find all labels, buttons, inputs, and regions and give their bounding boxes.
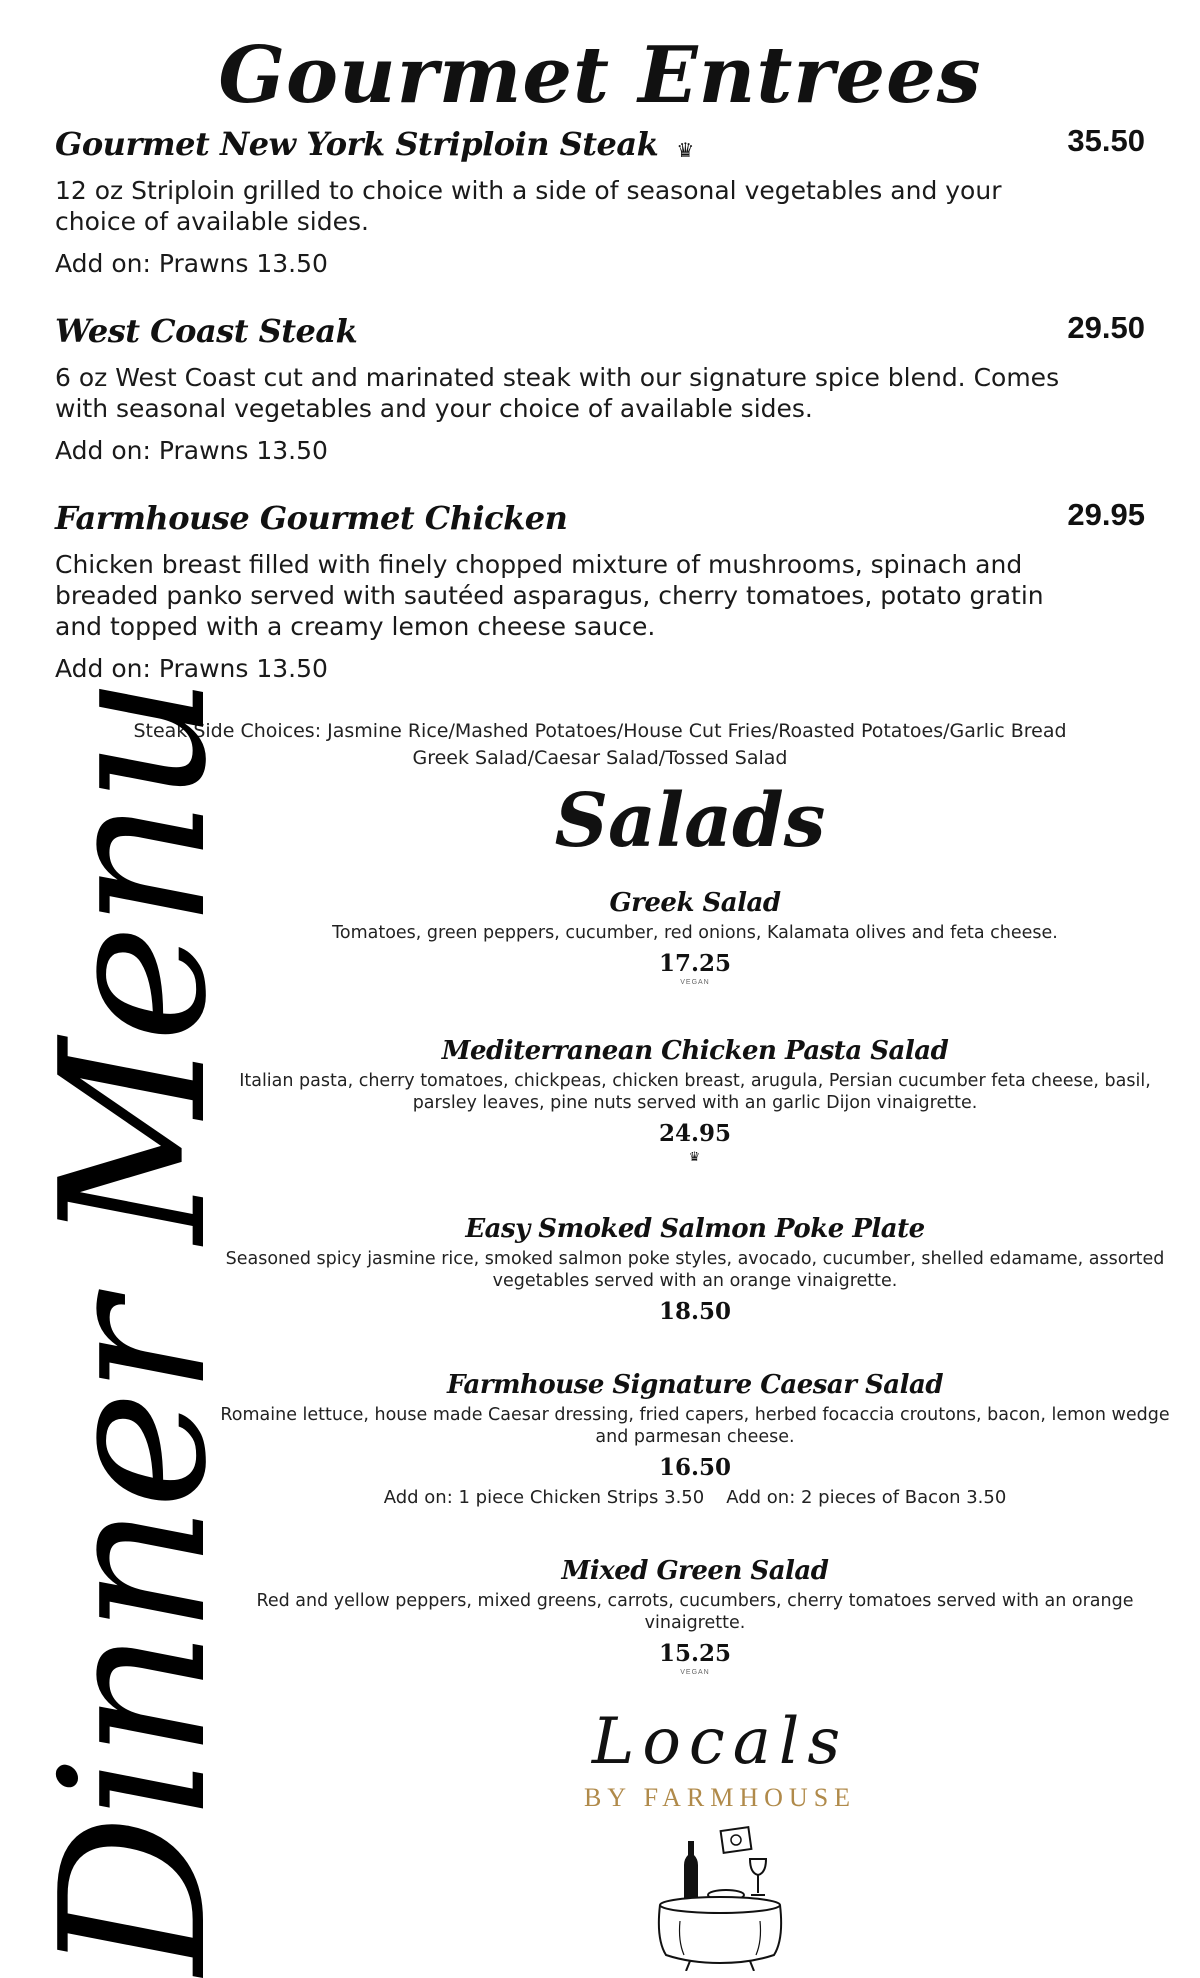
salad-price: 15.25 — [658, 1640, 732, 1667]
salad-description: Seasoned spicy jasmine rice, smoked salmon poke styles, avocado, cucumber, shelled edamame, assorted vegetables served with an orange vinaigrette. — [225, 1249, 1165, 1291]
entree-description: 6 oz West Coast cut and marinated steak with our signature spice blend. Comes with seasonal vegetables and your choice of available sides. — [55, 363, 1060, 423]
crown-icon: ♛ — [676, 140, 695, 163]
logo-name: Locals — [591, 1705, 849, 1779]
vegan-mark: VEGAN — [680, 979, 710, 986]
entree-item — [55, 312, 1145, 465]
salad-description: Italian pasta, cherry tomatoes, chickpeas, chicken breast, arugula, Persian cucumber feta cheese, basil, parsley leaves, pine nuts served with an garlic Dijon vinaigrette. — [239, 1071, 1151, 1113]
salad-name: Easy Smoked Salmon Poke Plate — [465, 1214, 925, 1244]
entree-description: Chicken breast filled with finely chopped mixture of mushrooms, spinach and breaded panko served with sautéed asparagus, cherry tomatoes, potato gratin and topped with a creamy lemon cheese sauce. — [55, 550, 1044, 641]
salad-name: Farmhouse Signature Caesar Salad — [446, 1370, 944, 1400]
entree-name: West Coast Steak — [55, 312, 358, 350]
entree-addon: Add on: Prawns 13.50 — [55, 249, 328, 278]
salad-item — [220, 1370, 1170, 1508]
entree-description: 12 oz Striploin grilled to choice with a side of seasonal vegetables and your choice of available sides. — [55, 176, 1002, 236]
salad-description: Romaine lettuce, house made Caesar dressing, fried capers, herbed focaccia croutons, bacon, lemon wedge and parmesan cheese. — [220, 1405, 1170, 1447]
restaurant-logo — [540, 1705, 900, 1976]
entree-name: Farmhouse Gourmet Chicken — [55, 499, 568, 537]
salad-item — [220, 1214, 1170, 1325]
side-choices-line: Greek Salad/Caesar Salad/Tossed Salad — [412, 747, 788, 769]
crown-icon: ♛ — [688, 1149, 702, 1164]
salad-description: Tomatoes, green peppers, cucumber, red onions, Kalamata olives and feta cheese. — [332, 923, 1058, 943]
salad-name: Mixed Green Salad — [561, 1556, 829, 1586]
salad-item — [220, 1556, 1170, 1676]
salad-name: Mediterranean Chicken Pasta Salad — [441, 1036, 949, 1066]
salad-description: Red and yellow peppers, mixed greens, carrots, cucumbers, cherry tomatoes served with an orange vinaigrette. — [256, 1591, 1134, 1633]
entrees-title: Gourmet Entrees — [218, 30, 982, 121]
entree-addon: Add on: Prawns 13.50 — [55, 654, 328, 683]
salad-price: 17.25 — [658, 950, 732, 977]
logo-subtitle: BY FARMHOUSE — [583, 1783, 857, 1812]
salad-addons — [220, 1487, 1170, 1508]
entree-name: Gourmet New York Striploin Steak — [55, 125, 659, 163]
salad-price: 24.95 — [658, 1120, 732, 1147]
table-illustration-icon — [650, 1821, 790, 1971]
salad-name: Greek Salad — [609, 888, 781, 918]
entree-price: 35.50 — [1067, 123, 1145, 158]
salad-addon: Add on: 1 piece Chicken Strips 3.50 — [383, 1487, 705, 1508]
vegan-mark: VEGAN — [680, 1669, 710, 1676]
entree-item — [55, 499, 1145, 683]
side-choices-line: Steak Side Choices: Jasmine Rice/Mashed Potatoes/House Cut Fries/Roasted Potatoes/Garlic Bread — [133, 720, 1067, 742]
entree-addon: Add on: Prawns 13.50 — [55, 436, 328, 465]
salads-title: Salads — [554, 778, 826, 864]
vertical-title-area — [18, 678, 251, 1975]
entree-item — [55, 125, 1145, 278]
entree-price: 29.50 — [1067, 310, 1145, 345]
salad-addon: Add on: 2 pieces of Bacon 3.50 — [726, 1487, 1007, 1508]
salad-item — [220, 1036, 1170, 1165]
salad-item — [220, 888, 1170, 986]
salad-price: 16.50 — [658, 1454, 732, 1481]
vertical-title: Dinner Menu — [18, 678, 251, 1975]
salad-price: 18.50 — [658, 1298, 732, 1325]
entree-price: 29.95 — [1067, 497, 1145, 532]
